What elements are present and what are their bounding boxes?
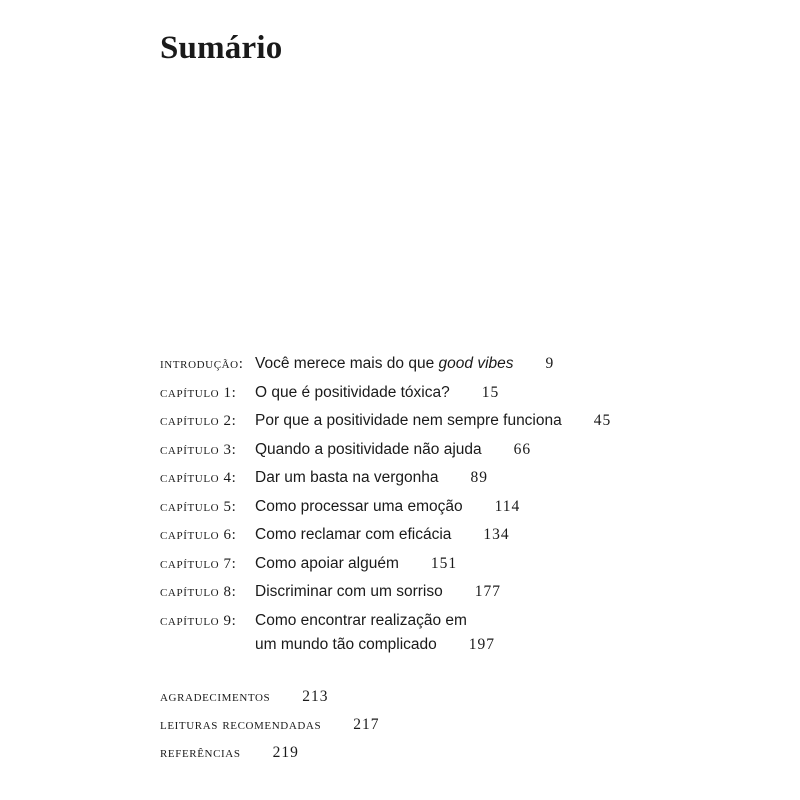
toc-title: Como reclamar com eficácia (255, 526, 452, 543)
backmatter-entry-recommended-readings (160, 716, 379, 744)
toc-entry-chapter-4 (160, 466, 780, 495)
toc-title-italic: good vibes (438, 355, 514, 372)
toc-title-line-2 (255, 633, 495, 657)
toc-page-number: 89 (470, 469, 489, 486)
toc-title: Como processar uma emoção (255, 497, 463, 515)
toc-title: Dar um basta na vergonha (255, 469, 439, 486)
backmatter-entry-acknowledgements (160, 688, 379, 716)
backmatter-entry-references (160, 744, 379, 772)
toc-title (255, 352, 514, 376)
table-of-contents (160, 352, 780, 665)
toc-label: capítulo 7: (160, 555, 237, 572)
toc-entry-chapter-8 (160, 580, 780, 609)
toc-title-line-2-text: um mundo tão complicado (255, 635, 437, 653)
toc-page-number: 114 (494, 497, 521, 515)
backmatter-page-number: 213 (302, 688, 329, 705)
toc-entry-chapter-1 (160, 381, 780, 410)
toc-entry-chapter-3 (160, 438, 780, 467)
backmatter-label: agradecimentos (160, 689, 271, 705)
toc-label: capítulo 1: (160, 384, 237, 401)
toc-entry-chapter-2 (160, 409, 780, 438)
toc-title: Discriminar com um sorriso (255, 583, 443, 600)
toc-label: capítulo 4: (160, 470, 237, 486)
toc-label: introdução: (160, 356, 244, 372)
backmatter-list (160, 688, 379, 772)
toc-label: capítulo 6: (160, 527, 237, 543)
toc-entry-chapter-5 (160, 495, 780, 524)
backmatter-page-number: 217 (353, 716, 380, 733)
backmatter-page-number: 219 (272, 744, 299, 761)
toc-page-number: 15 (481, 383, 500, 401)
toc-entry-chapter-9 (160, 609, 780, 657)
toc-title: Quando a positividade não ajuda (255, 440, 482, 458)
toc-title-line-1: Como encontrar realização em (255, 611, 467, 629)
toc-page-number: 151 (430, 554, 458, 572)
toc-page-number: 134 (483, 526, 510, 543)
toc-label: capítulo 5: (160, 498, 237, 515)
backmatter-label: referências (160, 745, 241, 761)
backmatter-label: leituras recomendadas (160, 717, 322, 733)
toc-entry-chapter-7 (160, 552, 780, 581)
toc-label: capítulo 9: (160, 612, 237, 629)
toc-page-number: 45 (593, 412, 612, 429)
toc-title-text: Você merece mais do que (255, 355, 439, 372)
toc-title: Por que a positividade nem sempre funciona (255, 412, 562, 429)
toc-title (255, 609, 495, 657)
toc-page-number: 177 (474, 583, 501, 600)
toc-label: capítulo 3: (160, 441, 237, 458)
toc-entry-chapter-6 (160, 523, 780, 552)
toc-label: capítulo 8: (160, 584, 237, 600)
page-title: Sumário (160, 30, 283, 66)
toc-entry-introduction (160, 352, 780, 381)
toc-label: capítulo 2: (160, 413, 237, 429)
toc-page-number: 66 (513, 440, 532, 458)
toc-page-number: 9 (545, 355, 555, 372)
toc-title: O que é positividade tóxica? (255, 383, 450, 401)
toc-title: Como apoiar alguém (255, 554, 399, 572)
toc-page-number: 197 (468, 635, 496, 653)
